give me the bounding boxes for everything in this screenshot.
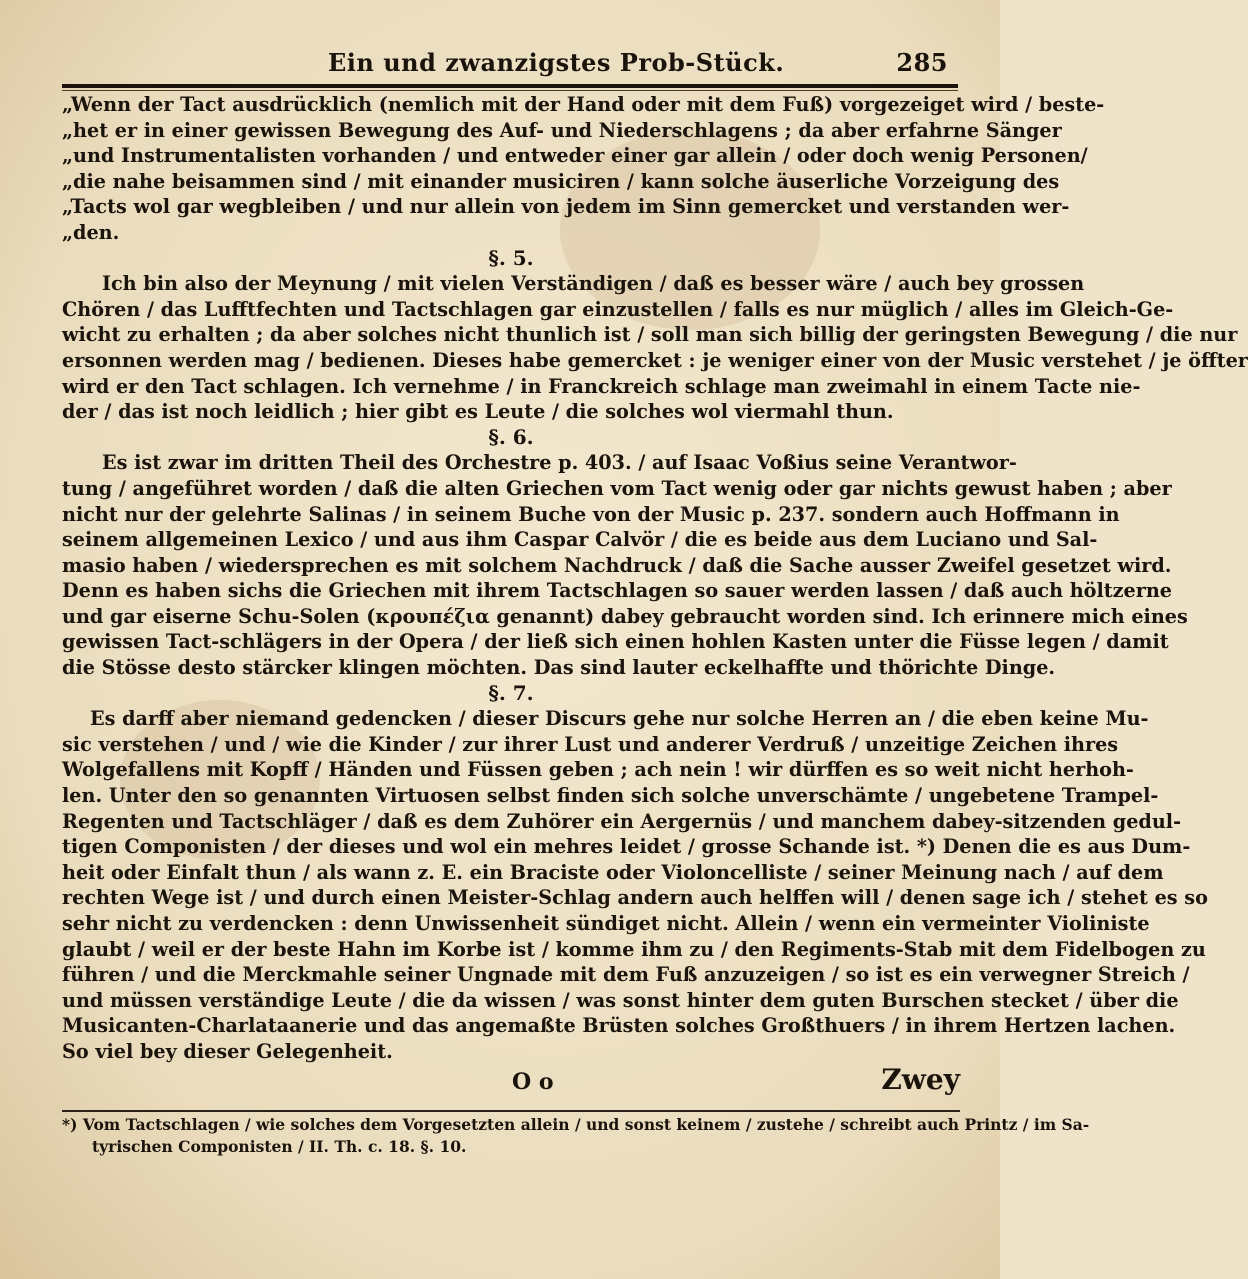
text-line: tung / angeführet worden / daß die alten Griechen vom Tact wenig oder gar nichts gewust haben ; aber — [62, 476, 1172, 500]
text-line: „Tacts wol gar wegbleiben / und nur allein von jedem im Sinn gemercket und verstanden wer- — [62, 195, 1070, 219]
text-line: und müssen verständige Leute / die da wissen / was sonst hinter dem guten Burschen stecket / über die — [62, 988, 1179, 1012]
text-line: Denn es haben sichs die Griechen mit ihrem Tactschlagen so sauer werden lassen / daß auch höltzerne — [62, 579, 1172, 603]
text-line: wicht zu erhalten ; da aber solches nicht thunlich ist / soll man sich billig der geringsten Bewegung / die nur — [62, 323, 1238, 347]
text-line: sic verstehen / und / wie die Kinder / zur ihrer Lust und anderer Verdruß / unzeitige Zeichen ihres — [62, 732, 1119, 756]
text-line: ersonnen werden mag / bedienen. Dieses habe gemercket : je weniger einer von der Music verstehet / je öffter — [62, 348, 1248, 372]
text-line: So viel bey dieser Gelegenheit. — [62, 1039, 393, 1063]
text-line: len. Unter den so genannten Virtuosen selbst finden sich solche unverschämte / ungebetene Trampel- — [62, 784, 1159, 808]
main-text — [62, 92, 1248, 1065]
running-header — [300, 48, 948, 82]
text-line: „und Instrumentalisten vorhanden / und entweder einer gar allein / oder doch wenig Personen/ — [62, 144, 1088, 168]
text-line: „het er in einer gewissen Bewegung des Auf- und Niederschlagens ; da aber erfahrne Sänger — [62, 118, 1062, 142]
footnote — [62, 1114, 1090, 1158]
text-line: Chören / das Lufftfechten und Tactschlagen gar einzustellen / falls es nur müglich / alles im Gleich-Ge- — [62, 297, 1174, 321]
footnote-rule — [62, 1110, 960, 1112]
text-line: tigen Componisten / der dieses und wol ein mehres leidet / grosse Schande ist. *) Denen die es aus Dum- — [62, 835, 1191, 859]
text-line: heit oder Einfalt thun / als wann z. E. ein Braciste oder Violoncelliste / seiner Meinung nach / auf dem — [62, 860, 1164, 884]
text-line: die Stösse desto stärcker klingen möchten. Das sind lauter eckelhaffte und thörichte Dinge. — [62, 656, 1056, 680]
catchword: Zwey — [881, 1063, 960, 1096]
text-line: Es darff aber niemand gedencken / dieser Discurs gehe nur solche Herren an / die eben keine Mu- — [90, 707, 1149, 731]
text-line: Musicanten-Charlataanerie und das angemaßte Brüsten solches Großthuers / in ihrem Hertzen lachen. — [62, 1014, 1176, 1038]
text-line: „den. — [62, 220, 120, 244]
header-rule — [62, 84, 958, 88]
text-line: masio haben / wiedersprechen es mit solchem Nachdruck / daß die Sache ausser Zweifel gesetzet wird. — [62, 553, 1172, 577]
text-line: der / das ist noch leidlich ; hier gibt es Leute / die solches wol viermahl thun. — [62, 400, 894, 424]
text-line: führen / und die Merckmahle seiner Ungnade mit dem Fuß anzuzeigen / so ist es ein verwegner Streich / — [62, 963, 1190, 987]
text-line: wird er den Tact schlagen. Ich vernehme / in Franckreich schlage man zweimahl in einem Tacte nie- — [62, 374, 1141, 398]
signature-mark: O o — [512, 1069, 554, 1095]
page-number: 285 — [896, 48, 948, 77]
section-heading: §. 6. — [488, 424, 534, 449]
text-line: „die nahe beisammen sind / mit einander musiciren / kann solche äuserliche Vorzeigung des — [62, 169, 1060, 193]
text-line: und gar eiserne Schu-Solen (κρουπέζια genannt) dabey gebraucht worden sind. Ich erinnere mich eines — [62, 604, 1188, 628]
text-line: gewissen Tact-schlägers in der Opera / der ließ sich einen hohlen Kasten unter die Füsse legen / damit — [62, 630, 1169, 654]
text-line: glaubt / weil er der beste Hahn im Korbe ist / komme ihm zu / den Regiments-Stab mit dem Fidelbogen zu — [62, 937, 1206, 961]
running-title: Ein und zwanzigstes Prob-Stück. — [328, 48, 785, 77]
catch-line — [62, 1063, 960, 1103]
text-line: sehr nicht zu verdencken : denn Unwissenheit sündiget nicht. Allein / wenn ein vermeinter Violiniste — [62, 912, 1150, 935]
text-line: Ich bin also der Meynung / mit vielen Verständigen / daß es besser wäre / auch bey grossen — [102, 272, 1085, 296]
text-line: Wolgefallens mit Kopff / Händen und Füssen geben ; ach nein ! wir dürffen es so weit nicht herhoh- — [62, 758, 1134, 782]
text-line: Es ist zwar im dritten Theil des Orchestre p. 403. / auf Isaac Voßius seine Verantwor- — [102, 451, 1017, 475]
footnote-line: *) Vom Tactschlagen / wie solches dem Vorgesetzten allein / und sonst keinem / zustehe / schreibt auch Printz / im Sa- — [62, 1115, 1090, 1134]
text-line: Regenten und Tactschläger / daß es dem Zuhörer ein Aergernüs / und manchem dabey-sitzenden gedul- — [62, 809, 1182, 833]
header-rule-thin — [62, 90, 958, 91]
section-heading: §. 5. — [488, 245, 534, 270]
footnote-line: tyrischen Componisten / II. Th. c. 18. §. 10. — [92, 1137, 467, 1156]
text-line: nicht nur der gelehrte Salinas / in seinem Buche von der Music p. 237. sondern auch Hoffmann in — [62, 502, 1120, 526]
text-line: seinem allgemeinen Lexico / und aus ihm Caspar Calvör / die es beide aus dem Luciano und Sal- — [62, 528, 1098, 552]
text-line: „Wenn der Tact ausdrücklich (nemlich mit der Hand oder mit dem Fuß) vorgezeiget wird / beste- — [62, 93, 1105, 116]
text-line: rechten Wege ist / und durch einen Meister-Schlag andern auch helffen will / denen sage ich / stehet es so — [62, 886, 1208, 910]
section-heading: §. 7. — [488, 680, 534, 705]
